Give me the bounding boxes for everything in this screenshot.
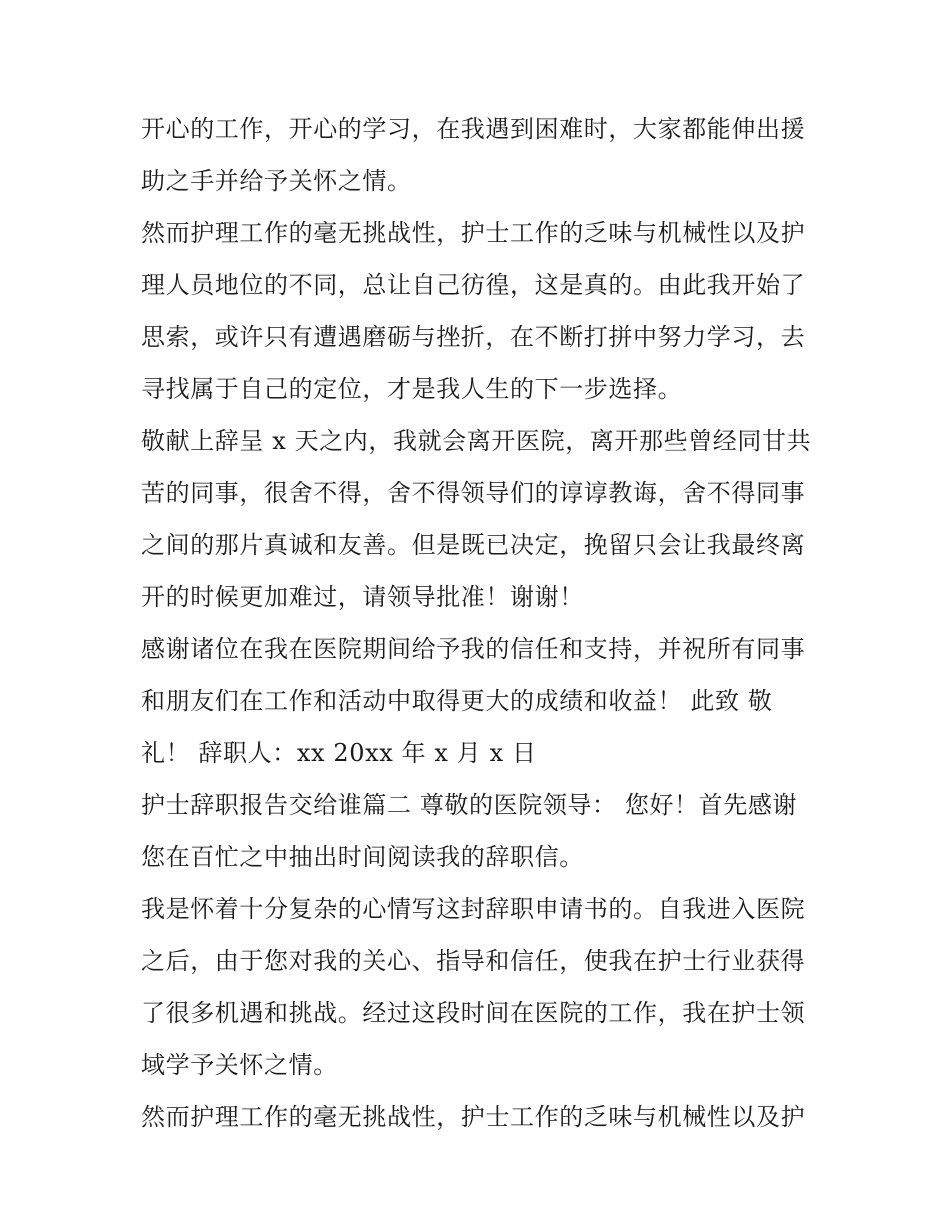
text-line: 助之手并给予关怀之情。: [141, 167, 412, 195]
text-line: 然而护理工作的毫无挑战性，护士工作的乏味与机械性以及护: [141, 219, 806, 247]
text-line: 开心的工作，开心的学习，在我遇到困难时，大家都能伸出援: [141, 115, 806, 143]
text-line: 苦的同事，很舍不得，舍不得领导们的谆谆教诲，舍不得同事: [141, 479, 806, 507]
document-body: [141, 103, 821, 1143]
text-line: 开的时候更加难过，请领导批准！谢谢！: [141, 583, 584, 611]
text-line: 域学予关怀之情。: [141, 1051, 338, 1079]
text-line: 了很多机遇和挑战。经过这段时间在医院的工作，我在护士领: [141, 999, 806, 1027]
text-line: 您在百忙之中抽出时间阅读我的辞职信。: [141, 843, 584, 871]
text-line: 之后，由于您对我的关心、指导和信任，使我在护士行业获得: [141, 947, 806, 975]
text-line: 之间的那片真诚和友善。但是既已决定，挽留只会让我最终离: [141, 531, 806, 559]
text-line: 理人员地位的不同，总让自己彷徨，这是真的。由此我开始了: [141, 271, 806, 299]
text-line: 礼！ 辞职人：xx 20xx 年 x 月 x 日: [141, 739, 537, 767]
text-line: 思索，或许只有遭遇磨砺与挫折，在不断打拼中努力学习，去: [141, 323, 806, 351]
text-line: 敬献上辞呈 x 天之内，我就会离开医院，离开那些曾经同甘共: [141, 427, 812, 455]
text-line: 护士辞职报告交给谁篇二 尊敬的医院领导： 您好！首先感谢: [141, 791, 798, 819]
text-line: 和朋友们在工作和活动中取得更大的成绩和收益！ 此致 敬: [141, 687, 773, 715]
text-line: 寻找属于自己的定位，才是我人生的下一步选择。: [141, 375, 683, 403]
text-line: 然而护理工作的毫无挑战性，护士工作的乏味与机械性以及护: [141, 1103, 806, 1131]
text-line: 我是怀着十分复杂的心情写这封辞职申请书的。自我进入医院: [141, 895, 806, 923]
text-line: 感谢诸位在我在医院期间给予我的信任和支持，并祝所有同事: [141, 635, 806, 663]
